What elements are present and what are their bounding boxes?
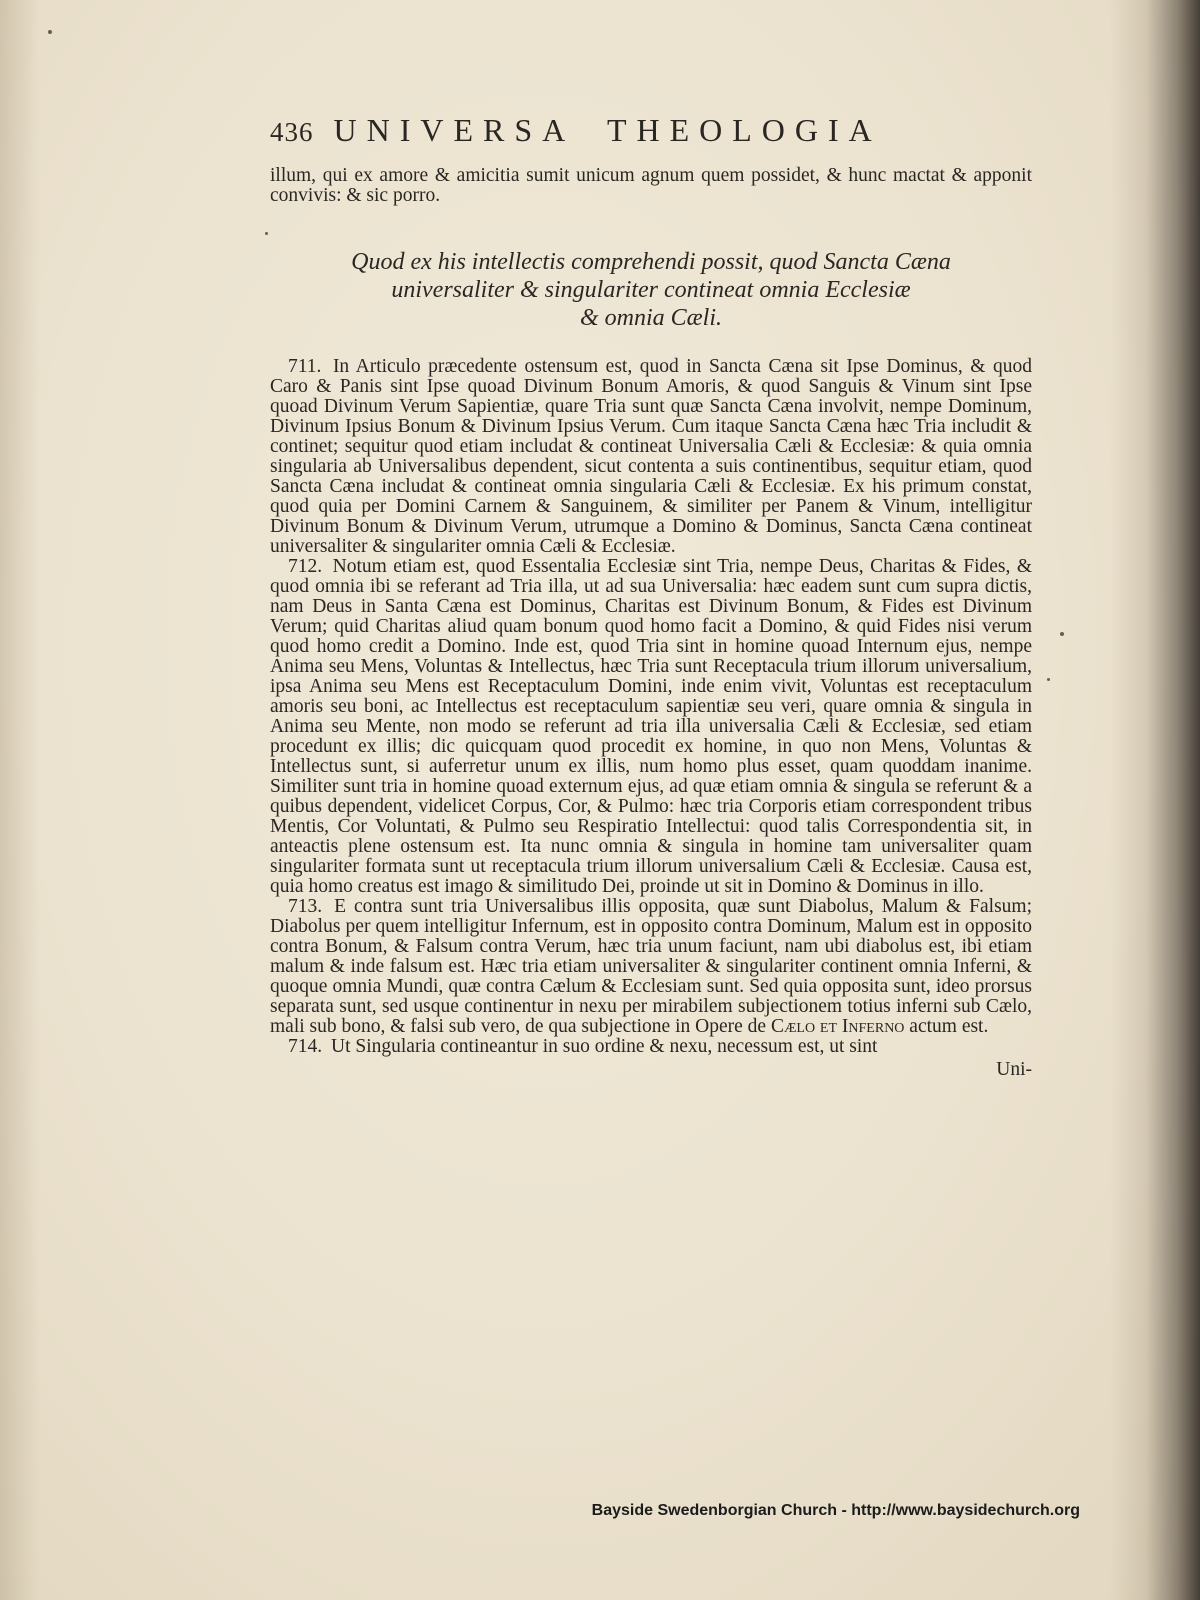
- paper-speck: [1060, 632, 1064, 636]
- paragraph-number: 714.: [288, 1036, 323, 1057]
- paper-speck: [1047, 678, 1050, 681]
- paper-speck: [265, 232, 268, 235]
- heading-line-3: & omnia Cæli.: [579, 305, 723, 331]
- page-edge-shade: [0, 0, 40, 1600]
- paragraph-text: In Articulo præcedente ostensum est, quod in Sancta Cæna sit Ipse Dominus, & quod Caro & Panis sint Ipse quoad Divinum Bonum Amoris, & quod Sanguis & Vinum sint Ipse quoad Divinum Verum Sapientiæ, quare Tria sunt quæ Sancta Cæna involvit, nempe Dominum, Divinum Ipsius Bonum & Divinum Ipsius Verum. Cum itaque Sancta Cæna hæc Tria includit & continet; sequitur quod etiam includat & contineat Universalia Cæli & Ecclesiæ: & quia omnia singularia ab Universalibus dependent, sicut contenta a suis continentibus, sequitur etiam, quod Sancta Cæna includat & contineat omnia singularia Cæli & Ecclesiæ. Ex his primum constat, quod quia per Domini Carnem & Sanguinem, & similiter per Panem & Vinum, intelligitur Divinum Bonum & Divinum Verum, utrumque a Domino & Dominus, Sancta Cæna contineat universaliter & singulariter omnia Cæli & Ecclesiæ.: [270, 356, 1032, 557]
- heading-line-2: universaliter & singulariter contineat omnia Ecclesiæ: [391, 277, 911, 303]
- paper-speck: [48, 30, 52, 34]
- paragraph-text: Notum etiam est, quod Essentalia Ecclesiæ sint Tria, nempe Deus, Charitas & Fides, & quod omnia ibi se referant ad Tria illa, ut ad sua Universalia: hæc eadem sunt cum supra dictis, nam Deus in Santa Cæna est Dominus, Charitas est Divinum Bonum, & Fides est Divinum Verum; quid Charitas aliud quam bonum quod homo facit a Domino, & quid Fides nisi verum quod homo credit a Domino. Inde est, quod Tria sint in homine quoad Internum ejus, nempe Anima seu Mens, Voluntas & Intellectus, hæc Tria sunt Receptacula trium illorum universalium, ipsa Anima seu Mens est Receptaculum Domini, inde enim vivit, Voluntas est receptaculum amoris seu boni, ac Intellectus est receptaculum sapientiæ seu veri, quare omnia & singula in Anima seu Mente, non modo se referunt ad tria illa universalia Cæli & Ecclesiæ, sed etiam procedunt ex illis; dic quicquam quod procedit ex homine, in quo non Mens, Voluntas & Intellectus sunt, si auferretur unum ex illis, num homo plus esset, quam quoddam inanime. Similiter sunt tria in homine quoad externum ejus, ad quæ etiam omnia & singula se referunt & a quibus dependent, videlicet Corpus, Cor, & Pulmo: hæc tria Corporis etiam correspondent tribus Mentis, Cor Voluntati, & Pulmo seu Respiratio Intellectui: quod talis Correspondentia sit, in anteactis plene ostensum est. Ita nunc omnia & singula in homine tam universaliter quam singulariter formata sunt ut receptacula trium illorum universalium Cæli & Ecclesiæ. Causa est, quia homo creatus est imago & similitudo Dei, proinde ut sit in Domino & Dominus in illo.: [270, 556, 1033, 897]
- paragraph-number: 711.: [288, 356, 322, 377]
- intro-text-block: [270, 166, 1032, 206]
- paragraph-number: 712.: [288, 556, 323, 577]
- running-title: UNIVERSA THEOLOGIA: [333, 112, 882, 148]
- heading-line-1: Quod ex his intellectis comprehendi possit, quod Sancta Cæna: [351, 249, 951, 275]
- paragraph-text: Ut Singularia contineantur in suo ordine & nexu, necessum est, ut sint: [331, 1036, 878, 1057]
- paragraph-text-end: actum est.: [909, 1016, 989, 1037]
- intro-paragraph: illum, qui ex amore & amicitia sumit unicum agnum quem possidet, & hunc mactat & apponit convivis: & sic porro.: [270, 165, 1032, 206]
- catchword: Uni-: [996, 1059, 1032, 1080]
- book-title-smallcaps: Cælo et Inferno: [770, 1016, 905, 1037]
- gutter-shadow: [1110, 0, 1200, 1600]
- section-heading: [270, 248, 1032, 332]
- paragraph-714: [270, 1037, 1032, 1057]
- paragraph-text: E contra sunt tria Universalibus illis opposita, quæ sunt Diabolus, Malum & Falsum; Diabolus per quem intelligitur Infernum, est in opposito contra Dominum, Malum est in opposito contra Bonum, & Falsum contra Verum, hæc tria unum faciunt, nam ubi diabolus est, ibi etiam malum & inde falsum est. Hæc tria etiam universaliter & singulariter continent omnia Inferni, & quoque omnia Mundi, quæ contra Cælum & Ecclesiam sunt. Sed quia opposita sunt, ideo prorsus separata sunt, sed usque continentur in nexu per mirabilem subjectionem totius inferni sub Cælo, mali sub bono, & falsi sub vero, de qua subjectione in Opere de: [270, 896, 1032, 1037]
- paragraph-711: [270, 357, 1032, 557]
- paragraph-number: 713.: [288, 896, 323, 917]
- page-number: 436: [270, 117, 314, 147]
- paragraph-712: [270, 557, 1032, 897]
- paragraph-713: [270, 897, 1032, 1037]
- running-head: [270, 112, 970, 154]
- watermark-credit: Bayside Swedenborgian Church - http://www.baysidechurch.org: [591, 1502, 1080, 1519]
- body-text-block: [270, 357, 1032, 1057]
